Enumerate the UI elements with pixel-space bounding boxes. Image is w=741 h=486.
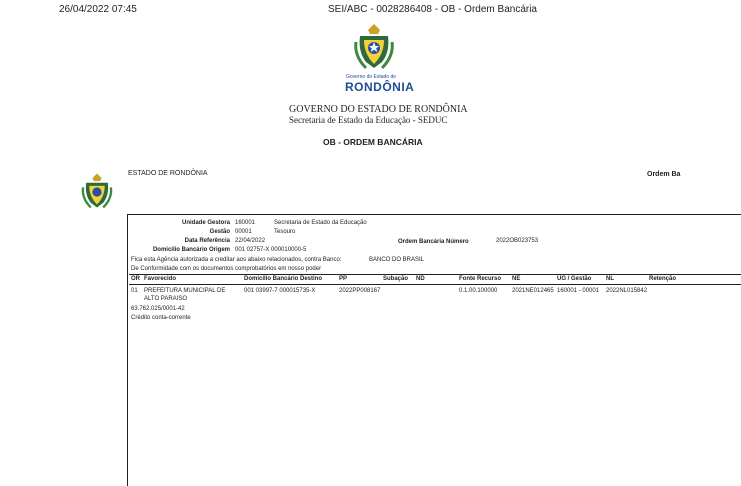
row-domicilio-destino: 001 03997-7 000015735-X (244, 288, 316, 294)
table-header-bottom-rule (129, 284, 741, 285)
authorization-note: Fica esta Agência autorizada a creditar aos abaixo relacionados, contra Banco: (131, 257, 342, 263)
gestao-label: Gestão (209, 229, 230, 235)
col-ug-gestao: UG / Gestão (557, 276, 592, 282)
table-header-top-rule (129, 274, 741, 275)
ob-form-frame (127, 214, 741, 486)
row-fonte-recurso: 0.1.00.100000 (459, 288, 498, 294)
document-title: OB - ORDEM BANCÁRIA (323, 137, 423, 147)
ug-code: 160001 (235, 220, 256, 226)
col-nd: ND (416, 276, 425, 282)
row-pp: 2022PP008167 (339, 288, 381, 294)
row-ug-gestao: 160001 - 00001 (557, 288, 600, 294)
data-ref-label: Data Referência (184, 238, 230, 244)
ob-number-value: 2022OB023753 (496, 238, 539, 244)
col-pp: PP (339, 276, 348, 282)
ob-number-label: Ordem Bancária Número (398, 239, 469, 245)
col-ne: NE (512, 276, 521, 282)
logo-small-text: Governo do Estado de (346, 74, 397, 80)
col-or: OR (131, 276, 140, 282)
col-favorecido: Favorecido (144, 276, 177, 282)
print-datetime: 26/04/2022 07:45 (59, 4, 137, 15)
data-ref-value: 22/04/2022 (235, 238, 266, 244)
col-nl: NL (606, 276, 614, 282)
row-favorecido-line1: PREFEITURA MUNICIPAL DE (144, 288, 226, 294)
col-fonte-recurso: Fonte Recurso (459, 276, 502, 282)
gestao-code: 00001 (235, 229, 252, 235)
gov-heading: GOVERNO DO ESTADO DE RONDÔNIA (289, 104, 468, 115)
state-crest-logo (352, 22, 396, 74)
row-cnpj: 63.762.025/0001-42 (131, 306, 185, 312)
row-or: 01 (131, 288, 138, 294)
secretariat-heading: Secretaria de Estado da Educação - SEDUC (289, 115, 448, 125)
conformity-note: De Conformidade com os documentos comprobatórios em nosso poder (131, 266, 322, 272)
row-nl: 2022NL015842 (606, 288, 648, 294)
gestao-name: Tesouro (274, 229, 296, 235)
row-ne: 2021NE012465 (512, 288, 554, 294)
row-favorecido-line2: ALTO PARAISO (144, 296, 188, 302)
domicilio-origem-label: Domicílio Bancário Origem (152, 247, 230, 253)
bank-name: BANCO DO BRASIL (369, 257, 425, 263)
col-subacao: Subação (383, 276, 409, 282)
print-doc-title: SEI/ABC - 0028286408 - OB - Ordem Bancária (328, 4, 537, 15)
col-retencao: Retenção (649, 276, 677, 282)
domicilio-origem-value: 001 02757-X 000010000-5 (235, 247, 307, 253)
col-domicilio-destino: Domicílio Bancário Destino (244, 276, 323, 282)
form-state-label: ESTADO DE RONDÔNIA (128, 170, 208, 177)
row-credit-type: Crédito conta-corrente (131, 315, 191, 321)
ug-label: Unidade Gestora (181, 220, 230, 226)
form-top-right-label: Ordem Ba (647, 171, 681, 178)
logo-state-name: RONDÔNIA (345, 80, 415, 94)
form-crest-logo (80, 170, 114, 214)
ug-name: Secretaria de Estado da Educação (274, 220, 367, 226)
